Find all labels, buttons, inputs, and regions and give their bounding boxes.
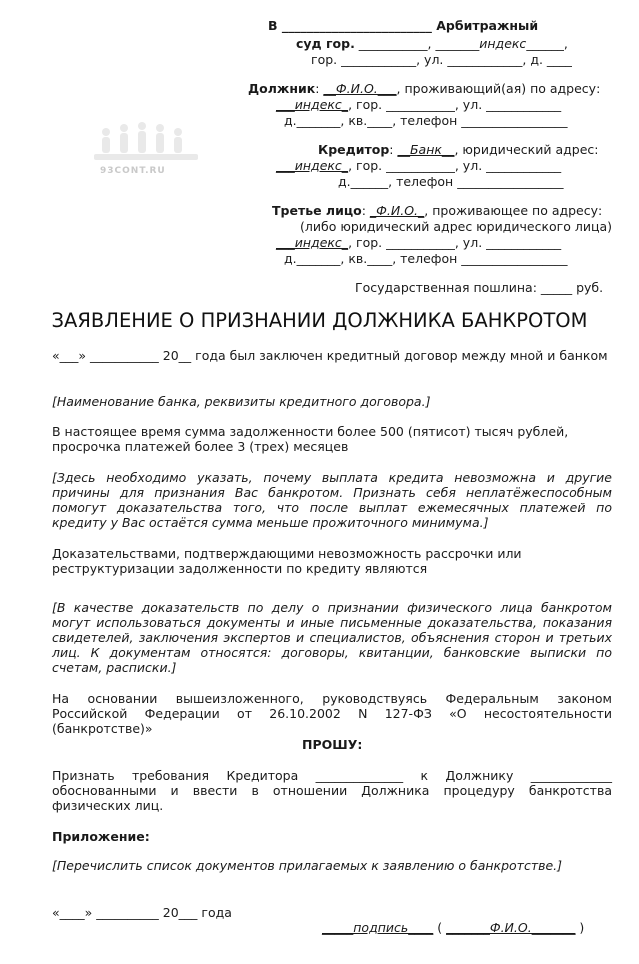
footer-date: «____» __________ 20___ года [52, 905, 232, 920]
creditor-line-3: д.______, телефон _________________ [338, 174, 564, 189]
request-heading: ПРОШУ: [302, 737, 363, 752]
state-duty: Государственная пошлина: _____ руб. [355, 280, 604, 295]
header-line-2: суд гор. ___________, _______индекс______, [296, 36, 568, 51]
debtor-line-3: д._______, кв.____, телефон _________________ [284, 113, 568, 128]
watermark-text: 93CONT.RU [100, 166, 166, 176]
creditor-line-2: ___индекс_, гор. ___________, ул. ____________ [276, 158, 562, 173]
third-party-line-3: ___индекс_, гор. ___________, ул. ____________ [276, 235, 562, 250]
debtor-line-2: ___индекс_, гор. ___________, ул. ____________ [276, 97, 562, 112]
attachments-label: Приложение: [52, 829, 150, 844]
paragraph-evidence: Доказательствами, подтверждающими невозможность рассрочки или реструктуризации задолженности по кредиту являются [52, 546, 522, 576]
paragraph-legal-basis: На основании вышеизложенного, руководствуясь Федеральным законом Российской Федерации от 26.10.2002 N 127-ФЗ «О несостоятельности (банкротстве)» [52, 691, 612, 736]
creditor-line-1: Кредитор: __Банк__, юридический адрес: [318, 142, 599, 157]
paragraph-request: Признать требования Кредитора ______________ к Должнику _____________ обоснованными и ввести в отношении Должника процедуру банкротства физических лиц. [52, 768, 612, 813]
third-party-line-1: Третье лицо: _Ф.И.О._, проживающее по адресу: [272, 203, 603, 218]
third-party-line-4: д._______, кв.____, телефон _________________ [284, 251, 568, 266]
paragraph-debt: В настоящее время сумма задолженности более 500 (пятисот) тысяч рублей, просрочка платежей более 3 (трех) месяцев [52, 424, 569, 454]
header-line-3: гор. ____________, ул. ____________, д. ____ [311, 52, 572, 67]
paragraph-evidence-note: [В качестве доказательств по делу о признании физического лица банкротом могут использоваться документы и иные письменные доказательства, показания свидетелей, заключения экспертов и специалистов, объяснения сторон и третьих лиц. К документам относятся: договоры, квитанции, банковские выписки по счетам, расписки.] [52, 600, 612, 675]
paragraph-reasons: [Здесь необходимо указать, почему выплата кредита невозможна и другие причины для признания Вас банкротом. Признать себя неплатёжеспособным помогут доказательства того, что после выплат ежемесячных платежей по кредиту у Вас остаётся сумма меньше прожиточного минимума.] [52, 470, 612, 530]
paragraph-contract: «___» ___________ 20__ года был заключен кредитный договор между мной и банком [52, 348, 608, 363]
paragraph-attachments: [Перечислить список документов прилагаемых к заявлению о банкротстве.] [52, 858, 563, 873]
paragraph-bank-details: [Наименование банка, реквизиты кредитного договора.] [52, 394, 431, 409]
footer-signature: _____подпись____ ( _______Ф.И.О._______ ) [322, 920, 585, 935]
third-party-line-2: (либо юридический адрес юридического лица) [300, 219, 612, 234]
header-line-1: В ________________________ Арбитражный [268, 18, 539, 33]
document-title: ЗАЯВЛЕНИЕ О ПРИЗНАНИИ ДОЛЖНИКА БАНКРОТОМ [51, 309, 588, 332]
debtor-line-1: Должник: __Ф.И.О.___, проживающий(ая) по адресу: [248, 81, 601, 96]
